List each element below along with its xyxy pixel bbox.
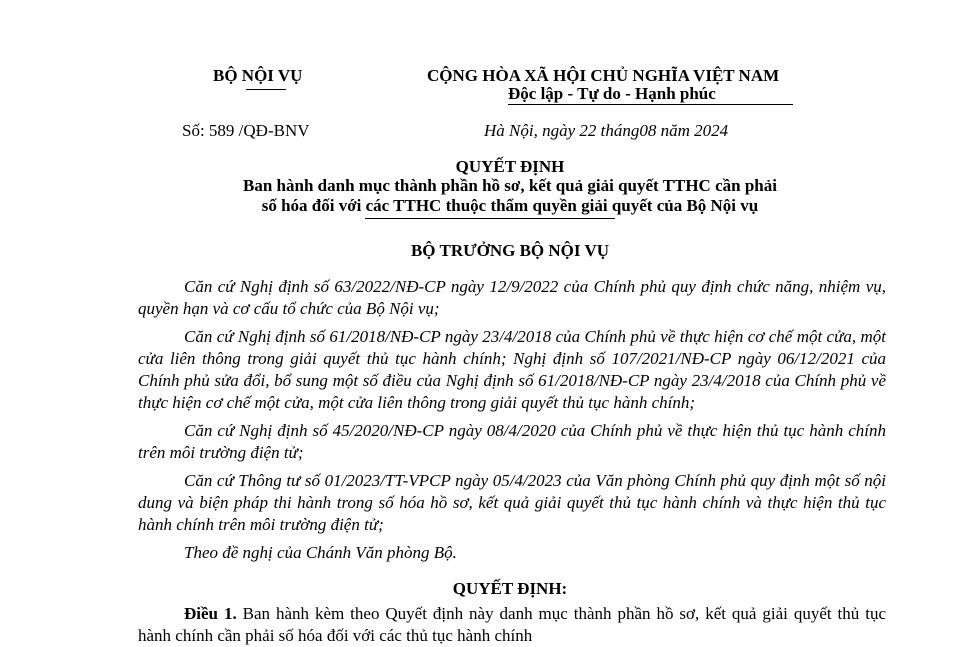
preamble-item: Theo đề nghị của Chánh Văn phòng Bộ. — [184, 543, 457, 562]
agency-name: BỘ NỘI VỤ — [213, 66, 303, 85]
preamble-item: Căn cứ Nghị định số 61/2018/NĐ-CP ngày 23/4/2018 của Chính phủ về thực hiện cơ chế một cửa, một cửa liên thông trong giải quyết thủ tục hành chính; Nghị định số 107/2021/NĐ-CP ngày 06/12/2021 của Chính phủ sửa đổi, bổ sung một số điều của Nghị định số 61/2018/NĐ-CP ngày 23/4/2018 của Chính phủ về thực hiện cơ chế một cửa, một cửa liên thông trong giải quyết thủ tục hành chính; — [138, 327, 886, 412]
agency-underline — [246, 89, 286, 90]
preamble — [138, 276, 886, 564]
subject-line-2: số hóa đối với các TTHC thuộc thẩm quyền giải quyết của Bộ Nội vụ — [261, 196, 759, 215]
preamble-item: Căn cứ Thông tư số 01/2023/TT-VPCP ngày 05/4/2023 của Văn phòng Chính phủ quy định một số nội dung và biện pháp thi hành trong số hóa hồ sơ, kết quả giải quyết thủ tục hành chính và thực hiện thủ tục hành chính trên môi trường điện tử; — [138, 471, 886, 534]
article-1-label: Điều 1. — [184, 604, 237, 623]
document-number: Số: 589 /QĐ-BNV — [182, 121, 310, 140]
article-1-text: Ban hành kèm theo Quyết định này danh mục thành phần hồ sơ, kết quả giải quyết thủ tục hành chính cần phải số hóa đối với các thủ tục hành chính — [138, 604, 886, 645]
subject-underline — [365, 218, 615, 219]
country-name: CỘNG HÒA XÃ HỘI CHỦ NGHĨA VIỆT NAM — [427, 66, 780, 85]
subject-line-1: Ban hành danh mục thành phần hồ sơ, kết quả giải quyết TTHC cần phải — [243, 176, 777, 195]
motto-underline — [508, 104, 793, 105]
preamble-item: Căn cứ Nghị định số 63/2022/NĐ-CP ngày 12/9/2022 của Chính phủ quy định chức năng, nhiệm vụ, quyền hạn và cơ cấu tổ chức của Bộ Nội vụ; — [138, 277, 886, 318]
preamble-item: Căn cứ Nghị định số 45/2020/NĐ-CP ngày 08/4/2020 của Chính phủ về thực hiện thủ tục hành chính trên môi trường điện tử; — [138, 421, 886, 462]
decision-heading: QUYẾT ĐỊNH: — [452, 579, 568, 598]
issuing-authority: BỘ TRƯỞNG BỘ NỘI VỤ — [410, 241, 610, 260]
place-and-date: Hà Nội, ngày 22 tháng08 năm 2024 — [484, 121, 729, 140]
document-type: QUYẾT ĐỊNH — [455, 157, 565, 176]
article-1 — [138, 603, 886, 647]
national-motto: Độc lập - Tự do - Hạnh phúc — [508, 84, 716, 103]
